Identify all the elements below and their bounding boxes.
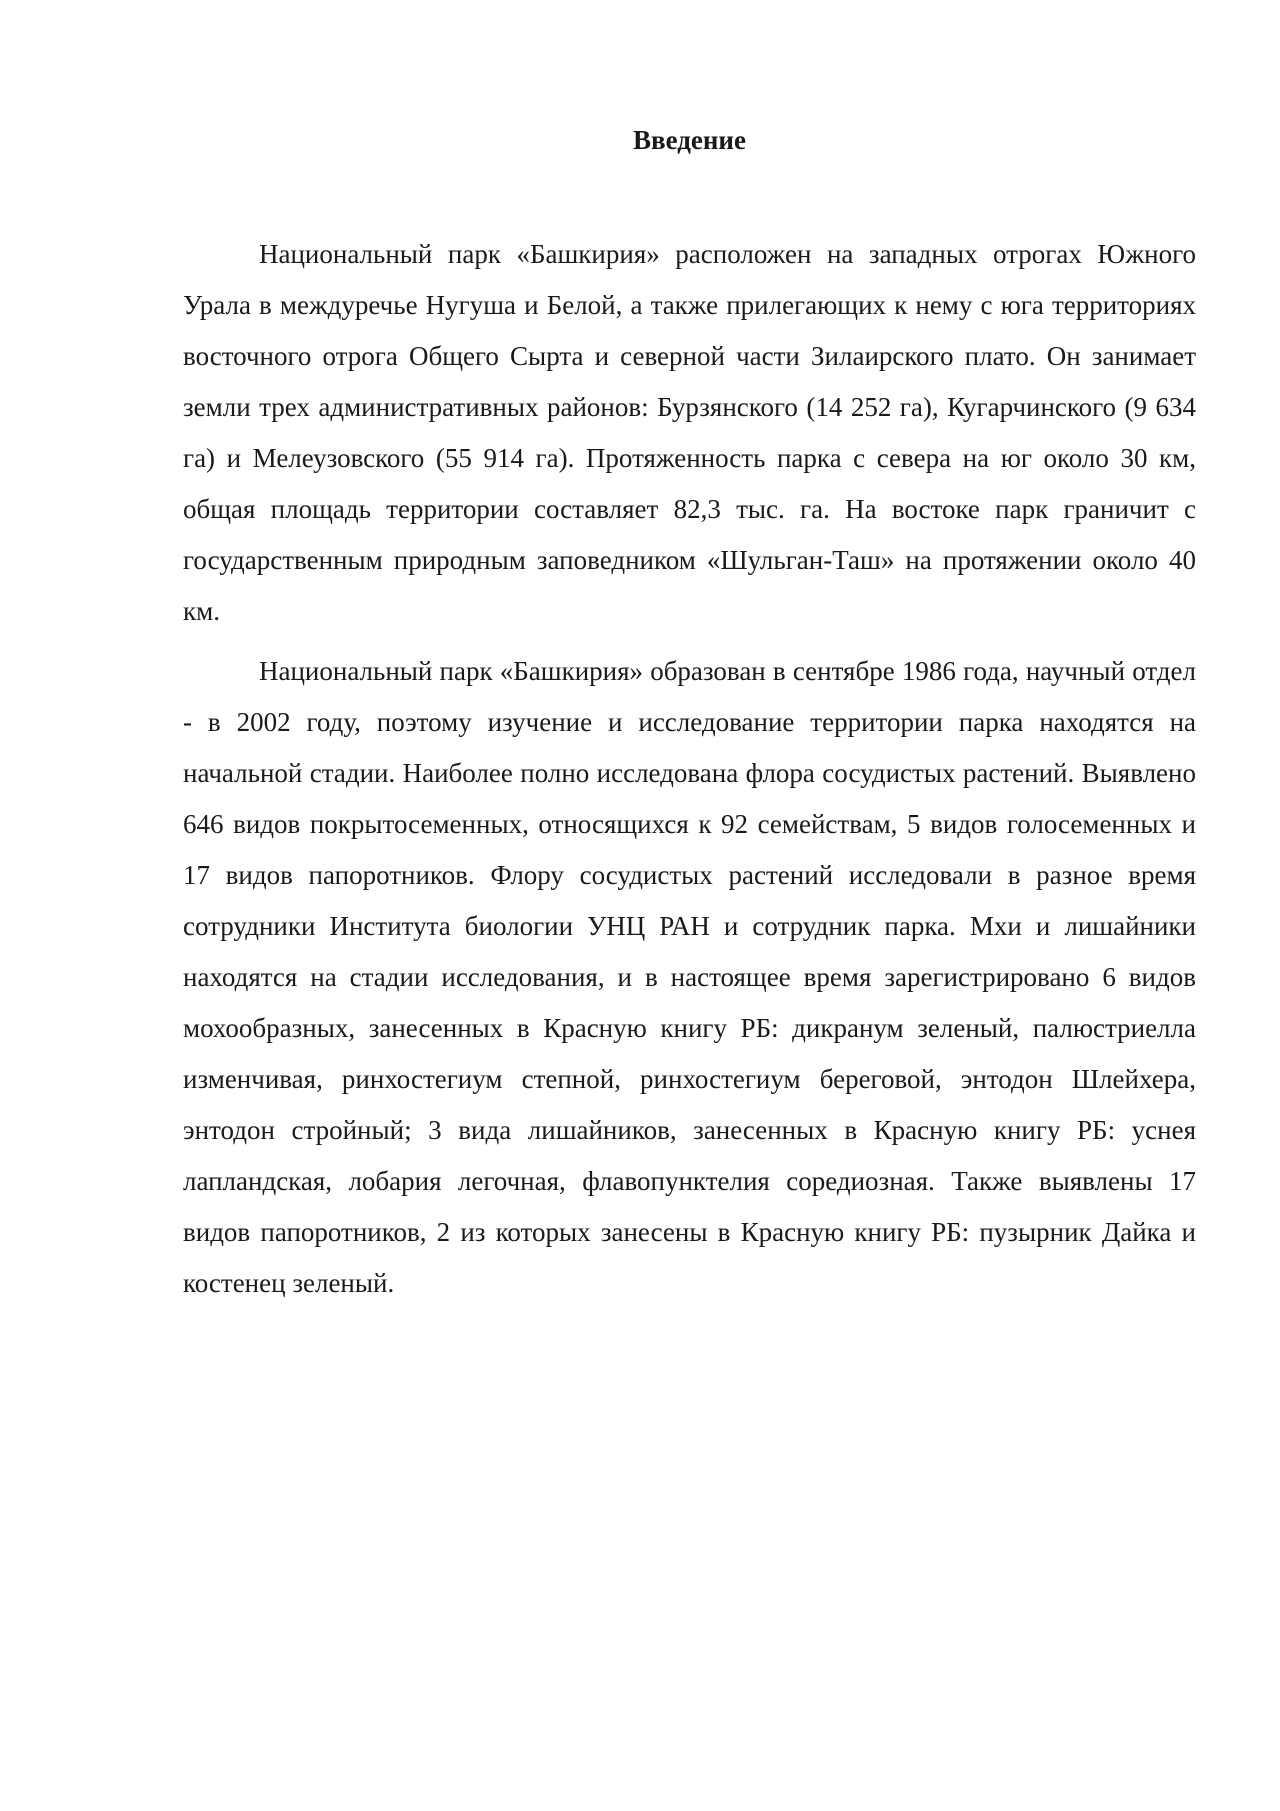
paragraph-2: Национальный парк «Башкирия» образован в сентябре 1986 года, научный отдел - в 2002 году, поэтому изучение и исследование территории парка находятся на начальной стадии. Наиболее полно исследована флора сосудистых растений. Выявлено 646 видов покрытосеменных, относящихся к 92 семействам, 5 видов голосеменных и 17 видов папоротников. Флору сосудистых растений исследовали в разное время сотрудники Института биологии УНЦ РАН и сотрудник парка. Мхи и лишайники находятся на стадии исследования, и в настоящее время зарегистрировано 6 видов мохообразных, занесенных в Красную книгу РБ: дикранум зеленый, палюстриелла изменчивая, ринхостегиум степной, ринхостегиум береговой, энтодон Шлейхера, энтодон стройный; 3 вида лишайников, занесенных в Красную книгу РБ: уснея лапландская, лобария легочная, флавопунктелия соредиозная. Также выявлены 17 видов папоротников, 2 из которых занесены в Красную книгу РБ: пузырник Дайка и костенец зеленый. [183, 656, 1196, 1298]
page-title: Введение [633, 125, 746, 155]
document-body [183, 120, 1196, 1318]
paragraph-1: Национальный парк «Башкирия» расположен на западных отрогах Южного Урала в междуречье Нугуша и Белой, а также прилегающих к нему с юга территориях восточного отрога Общего Сырта и северной части Зилаирского плато. Он занимает земли трех административных районов: Бурзянского (14 252 га), Кугарчинского (9 634 га) и Мелеузовского (55 914 га). Протяженность парка с севера на юг около 30 км, общая площадь территории составляет 82,3 тыс. га. На востоке парк граничит с государственным природным заповедником «Шульган-Таш» на протяжении около 40 км. [183, 239, 1196, 626]
